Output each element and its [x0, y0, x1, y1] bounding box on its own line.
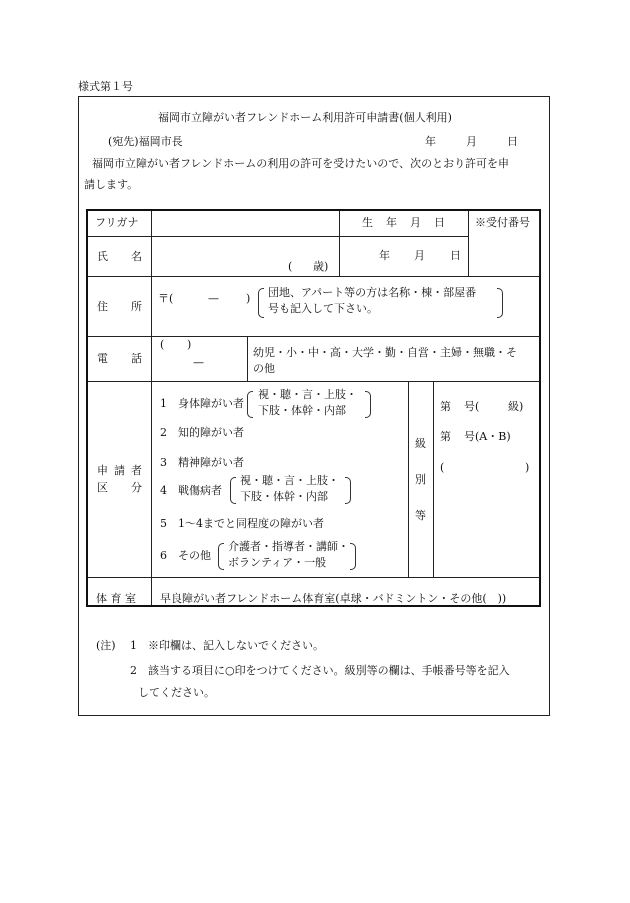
grade-2-prefix: 第 [440, 430, 451, 443]
grade-label-2: 別 [415, 473, 426, 486]
category-item-3[interactable]: 3 精神障がい者 [160, 456, 244, 469]
category-label-1: 申 [97, 464, 108, 477]
occupation-line-2: の他 [253, 362, 275, 375]
address-label-2: 所 [131, 300, 142, 313]
age-unit: 歳) [313, 260, 329, 273]
name-label-1: 氏 [97, 250, 108, 263]
item-6-brace-right [350, 543, 356, 570]
category-label-3: 者 [131, 464, 142, 477]
date-day: 日 [507, 135, 518, 148]
item-4-brace-left [230, 477, 236, 504]
postal-mark: 〒( [158, 292, 174, 305]
grade-3-open: ( [440, 461, 445, 474]
address-brace-left [258, 288, 264, 318]
name-label-2: 名 [131, 250, 142, 263]
date-month: 月 [466, 135, 477, 148]
notes-head: (注) [96, 639, 116, 652]
grade-label-3: 等 [415, 509, 426, 522]
grade-label-1: 級 [415, 437, 426, 450]
item-6-option-1[interactable]: 介護者・指導者・講師・ [228, 540, 349, 553]
phone-paren-close: ) [187, 338, 192, 351]
item-1-brace-right [365, 391, 371, 418]
item-4-option-1[interactable]: 視・聴・言・上肢・ [240, 474, 339, 487]
form-title: 福岡市立障がい者フレンドホーム利用許可申請書(個人利用) [158, 111, 452, 124]
receipt-number-label: ※受付番号 [475, 216, 530, 229]
birth-label-year: 年 [386, 216, 397, 229]
grade-1-prefix: 第 [440, 400, 451, 413]
name-input[interactable] [152, 238, 338, 275]
item-1-option-2[interactable]: 下肢・体幹・内部 [258, 404, 346, 417]
birth-year: 年 [379, 249, 390, 262]
note-1-number: 1 [130, 639, 137, 652]
furigana-label: フリガナ [95, 216, 139, 229]
phone-paren-open: ( [160, 338, 165, 351]
note-2-line-2: してください。 [138, 686, 215, 699]
birth-label-sei: 生 [362, 216, 373, 229]
birth-label-month: 月 [410, 216, 421, 229]
item-1-brace-left [247, 391, 253, 418]
grade-2-number: 号(A・B) [464, 430, 511, 443]
category-item-2[interactable]: 2 知的障がい者 [160, 426, 244, 439]
category-label-2: 請 [114, 464, 125, 477]
item-4-brace-right [345, 477, 351, 504]
grade-3-close: ) [525, 461, 530, 474]
furigana-input[interactable] [152, 213, 338, 235]
category-label-5: 分 [131, 481, 142, 494]
birth-label-day: 日 [434, 216, 445, 229]
category-item-4[interactable]: 4 戦傷病者 [160, 484, 222, 497]
gym-label: 体 育 室 [96, 592, 136, 605]
note-2-number: 2 [130, 664, 137, 677]
postal-dash: — [208, 292, 219, 305]
category-item-5[interactable]: 5 1～4までと同程度の障がい者 [160, 517, 324, 530]
address-note-2: 号も記入して下さい。 [268, 302, 378, 315]
birth-month: 月 [414, 249, 425, 262]
addressee: (宛先)福岡市長 [108, 135, 183, 148]
phone-label-1: 電 [97, 352, 108, 365]
address-label-1: 住 [97, 300, 108, 313]
note-2-line-1: 該当する項目に○印をつけてください。級別等の欄は、手帳番号等を記入 [148, 664, 510, 677]
occupation-line-1: 幼児・小・中・高・大学・勤・自営・主婦・無職・そ [253, 346, 517, 359]
item-6-brace-left [218, 543, 224, 570]
postal-close: ) [246, 292, 251, 305]
intro-line-1: 福岡市立障がい者フレンドホームの利用の許可を受けたいので、次のとおり許可を申 [92, 157, 510, 170]
birth-day: 日 [450, 249, 461, 262]
item-1-option-1[interactable]: 視・聴・言・上肢・ [258, 388, 357, 401]
address-brace-right [497, 288, 503, 318]
item-4-option-2[interactable]: 下肢・体幹・内部 [240, 490, 328, 503]
phone-label-2: 話 [131, 352, 142, 365]
gym-text[interactable]: 早良障がい者フレンドホーム体育室(卓球・バドミントン・その他( )) [160, 592, 507, 605]
grade-1-number: 号( [464, 400, 480, 413]
intro-line-2: 請します。 [84, 178, 139, 191]
category-item-6[interactable]: 6 その他 [160, 549, 211, 562]
phone-input[interactable] [152, 337, 246, 380]
address-note-1: 団地、アパート等の方は名称・棟・部屋番 [268, 286, 477, 299]
grade-1-class: 級) [508, 400, 524, 413]
date-year: 年 [425, 135, 436, 148]
phone-dash: — [193, 356, 204, 369]
category-item-1[interactable]: 1 身体障がい者 [160, 397, 244, 410]
category-label-4: 区 [97, 481, 108, 494]
form-number: 様式第１号 [78, 80, 133, 93]
item-6-option-2[interactable]: ボランティア・一般 [228, 556, 327, 569]
note-1-text: ※印欄は、記入しないでください。 [148, 639, 324, 652]
age-open: ( [288, 260, 293, 273]
